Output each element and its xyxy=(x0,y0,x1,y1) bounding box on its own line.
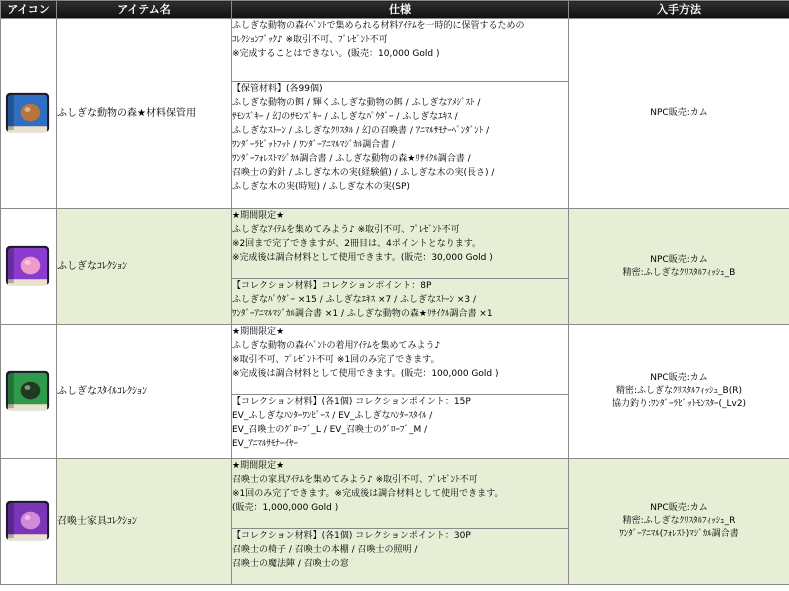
item-name: ふしぎなｺﾚｸｼｮﾝ xyxy=(57,261,127,272)
material-line: 召喚士の釣針 / ふしぎな木の実(経験値) / ふしぎな木の実(長さ) / xyxy=(232,168,495,178)
book-green-dark-icon xyxy=(4,367,53,416)
spec-line: ※完成後は調合材料として使用できます。(販売：100,000 Gold ) xyxy=(232,369,499,379)
item-name-cell xyxy=(57,459,232,585)
item-icon-cell xyxy=(1,325,57,459)
spec-line: ※取引不可、ﾌﾟﾚｾﾞﾝﾄ不可 ※1回のみ完了できます。 xyxy=(232,355,440,365)
material-line: EV_召喚士のｸﾞﾛｰﾌﾞ_L / EV_召喚士のｸﾞﾛｰﾌﾞ_M / xyxy=(232,425,428,435)
spec-materials xyxy=(232,529,569,585)
spec-line: ｺﾚｸｼｮﾝﾌﾞｯｸ♪ ※取引不可、ﾌﾟﾚｾﾞﾝﾄ不可 xyxy=(232,35,388,45)
spec-line: ※2回まで完了できますが、2冊目は、4ポイントとなります。 xyxy=(232,239,482,249)
acquisition-line: 精密:ふしぎなｸﾘｽﾀﾙﾌｨｯｼｭ_B(R) xyxy=(616,386,742,396)
item-row xyxy=(1,325,789,395)
material-line: EV_ふしぎなﾊﾝﾀｰﾜﾝﾋﾟｰｽ / EV_ふしぎなﾊﾝﾀｰｽﾀｲﾙ / xyxy=(232,411,433,421)
header-acquisition: 入手方法 xyxy=(569,1,789,19)
material-line: EV_ｱﾆﾏﾙｻﾓﾅｰｲﾔｰ xyxy=(232,439,298,449)
spec-description xyxy=(232,19,569,82)
acquisition-line: 協力釣り:ﾜﾝﾀﾞｰﾗﾋﾞｯﾄﾓﾝｽﾀｰ(_Lv2) xyxy=(611,399,747,409)
spec-line: 召喚士の家具ｱｲﾃﾑを集めてみよう♪ ※取引不可、ﾌﾟﾚｾﾞﾝﾄ不可 xyxy=(232,475,478,485)
material-line: 召喚士の椅子 / 召喚士の本棚 / 召喚士の照明 / xyxy=(232,545,418,555)
item-name: ふしぎなｽﾀｲﾙｺﾚｸｼｮﾝ xyxy=(57,386,147,397)
acquisition-line: 精密:ふしぎなｸﾘｽﾀﾙﾌｨｯｼｭ_B xyxy=(622,267,736,278)
item-name: ふしぎな動物の森★材料保管用 xyxy=(57,108,196,119)
material-line: ﾜﾝﾀﾞｰﾌｫﾚｽﾄﾏｼﾞｶﾙ調合書 / ふしぎな動物の森★ﾘｻｲｸﾙ調合書 / xyxy=(232,154,471,164)
acquisition-cell xyxy=(569,325,789,459)
acquisition-line: NPC販売:カム xyxy=(650,108,708,118)
item-name-cell xyxy=(57,19,232,209)
header-row xyxy=(1,1,789,19)
material-line: 【コレクション材料】(各1個) コレクションポイント：15P xyxy=(232,397,471,407)
book-blue-egg-icon xyxy=(4,89,53,138)
book-purple-spiral-icon xyxy=(4,497,53,546)
acquisition-line: NPC販売:カム xyxy=(650,373,708,383)
spec-line: ふしぎなｱｲﾃﾑを集めてみよう♪ ※取引不可、ﾌﾟﾚｾﾞﾝﾄ不可 xyxy=(232,225,460,235)
item-row xyxy=(1,459,789,529)
acquisition-cell xyxy=(569,459,789,585)
spec-description xyxy=(232,459,569,529)
material-line: ふしぎなﾊﾟｳﾀﾞｰ ×15 / ふしぎなｴｷｽ ×7 / ふしぎなｽﾄｰﾝ ×3 / xyxy=(232,295,477,305)
material-line: ﾜﾝﾀﾞｰｱﾆﾏﾙﾏｼﾞｶﾙ調合書 ×1 / ふしぎな動物の森★ﾘｻｲｸﾙ調合書 ×1 xyxy=(232,309,493,319)
acquisition-cell xyxy=(569,19,789,209)
material-line: ｻﾓﾝｽﾞｷｰ / 幻のｻﾓﾝｽﾞｷｰ / ふしぎなﾊﾟｳﾀﾞｰ / ふしぎなｴｷｽ / xyxy=(232,112,458,122)
spec-line: (販売：1,000,000 Gold ) xyxy=(232,503,339,513)
material-line: 【コレクション材料】コレクションポイント：8P xyxy=(232,281,432,291)
spec-line: ふしぎな動物の森ｲﾍﾞﾝﾄで集められる材料ｱｲﾃﾑを一時的に保管するための xyxy=(232,21,525,31)
header-spec: 仕様 xyxy=(232,1,569,19)
spec-materials xyxy=(232,279,569,325)
spec-line: ※完成後は調合材料として使用できます。(販売：30,000 Gold ) xyxy=(232,253,493,263)
spec-materials xyxy=(232,82,569,209)
spec-line: ※完成することはできない。(販売：10,000 Gold ) xyxy=(232,49,440,59)
material-line: ﾜﾝﾀﾞｰﾗﾋﾞｯﾄﾌｯﾄ / ﾜﾝﾀﾞｰｱﾆﾏﾙﾏｼﾞｶﾙ調合書 / xyxy=(232,140,396,150)
header-item-name: アイテム名 xyxy=(57,1,232,19)
acquisition-line: NPC販売:カム xyxy=(650,254,708,265)
spec-line: ★期間限定★ xyxy=(232,327,285,337)
acquisition-cell xyxy=(569,209,789,325)
item-icon-cell xyxy=(1,209,57,325)
spec-description xyxy=(232,325,569,395)
header-icon: アイコン xyxy=(1,1,57,19)
material-line: ふしぎなｽﾄｰﾝ / ふしぎなｸﾘｽﾀﾙ / 幻の召喚書 / ｱﾆﾏﾙｻﾓﾅｰﾍﾟﾝﾀﾞﾝﾄ / xyxy=(232,126,490,136)
material-line: 【保管材料】(各99個) xyxy=(232,84,323,94)
material-line: ふしぎな木の実(時短) / ふしぎな木の実(SP) xyxy=(232,182,410,192)
acquisition-line: NPC販売:カム xyxy=(650,503,708,513)
item-row xyxy=(1,19,789,82)
spec-line: ふしぎな動物の森ｲﾍﾞﾝﾄの着用ｱｲﾃﾑを集めてみよう♪ xyxy=(232,341,441,351)
item-name-cell xyxy=(57,325,232,459)
spec-line: ★期間限定★ xyxy=(232,211,285,221)
item-icon-cell xyxy=(1,459,57,585)
spec-line: ★期間限定★ xyxy=(232,461,285,471)
spec-line: ※1回のみ完了できます。※完成後は調合材料として使用できます。 xyxy=(232,489,504,499)
item-name-cell xyxy=(57,209,232,325)
spec-description xyxy=(232,209,569,279)
item-name: 召喚士家具ｺﾚｸｼｮﾝ xyxy=(57,516,137,527)
item-row xyxy=(1,209,789,279)
acquisition-line: ﾜﾝﾀﾞｰｱﾆﾏﾙ(ﾌｫﾚｽﾄ)ﾏｼﾞｶﾙ調合書 xyxy=(619,529,739,539)
spec-materials xyxy=(232,395,569,459)
material-line: 【コレクション材料】(各1個) コレクションポイント：30P xyxy=(232,531,471,541)
material-line: ふしぎな動物の餌 / 輝くふしぎな動物の餌 / ふしぎなｱﾒｼﾞｽﾄ / xyxy=(232,98,481,108)
book-purple-pink-icon xyxy=(4,242,53,291)
item-icon-cell xyxy=(1,19,57,209)
acquisition-line: 精密:ふしぎなｸﾘｽﾀﾙﾌｨｯｼｭ_R xyxy=(622,516,736,526)
material-line: 召喚士の魔法陣 / 召喚士の窓 xyxy=(232,559,349,569)
